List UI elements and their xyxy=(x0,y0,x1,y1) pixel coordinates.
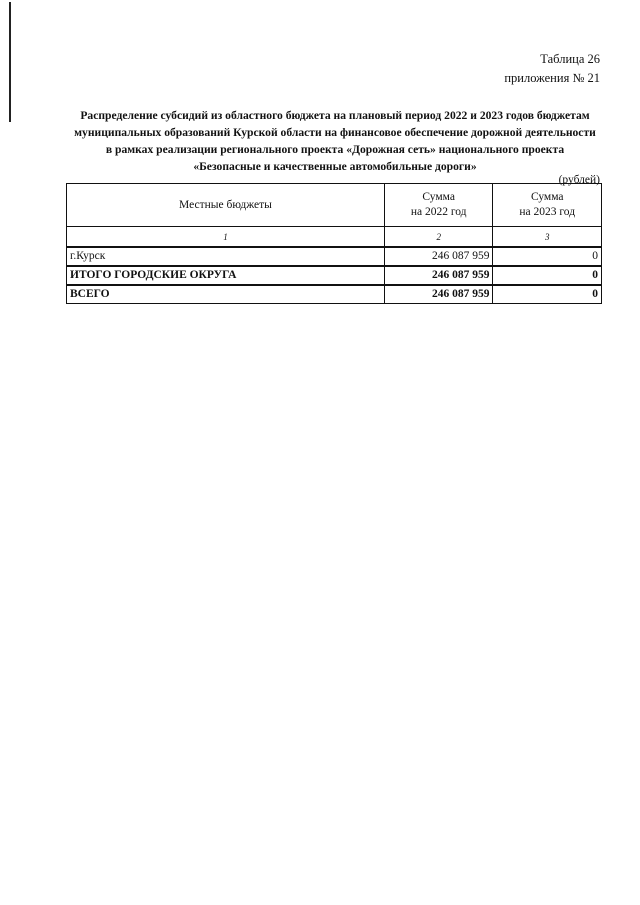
column-header-sum-2023 xyxy=(493,184,602,227)
column-number-3: 3 xyxy=(493,227,602,248)
column-header-sum-2022-bottom: на 2022 год xyxy=(410,206,467,218)
scan-margin-line xyxy=(9,2,11,122)
column-header-local-budgets: Местные бюджеты xyxy=(67,184,385,227)
row-sum-2022: 246 087 959 xyxy=(384,247,493,266)
unit-note: (рублей) xyxy=(558,174,600,186)
row-sum-2023: 0 xyxy=(493,247,602,266)
row-sum-2022: 246 087 959 xyxy=(384,285,493,304)
column-header-sum-2023-top: Сумма xyxy=(530,191,564,203)
appendix-number: приложения № 21 xyxy=(504,71,600,85)
row-sum-2023: 0 xyxy=(493,266,602,285)
document-title xyxy=(60,107,610,175)
column-number-1: 1 xyxy=(67,227,385,248)
row-sum-2022: 246 087 959 xyxy=(384,266,493,285)
title-line-4: «Безопасные и качественные автомобильные дороги» xyxy=(193,160,477,173)
column-number-row xyxy=(67,227,602,248)
subsidy-table xyxy=(66,183,602,304)
table-number: Таблица 26 xyxy=(540,52,600,66)
table-row-grand-total xyxy=(67,285,602,304)
column-header-sum-2022 xyxy=(384,184,493,227)
title-line-3: в рамках реализации регионального проекта «Дорожная сеть» национального проекта xyxy=(105,143,565,156)
row-name: ВСЕГО xyxy=(67,285,385,304)
title-line-2: муниципальных образований Курской области на финансовое обеспечение дорожной деятельности xyxy=(74,126,596,139)
column-number-2: 2 xyxy=(384,227,493,248)
column-header-sum-2023-bottom: на 2023 год xyxy=(519,206,576,218)
table-row-kursk xyxy=(67,247,602,266)
row-name: ИТОГО ГОРОДСКИЕ ОКРУГА xyxy=(67,266,385,285)
row-name: г.Курск xyxy=(67,247,385,266)
table-header-row xyxy=(67,184,602,227)
title-line-1: Распределение субсидий из областного бюджета на плановый период 2022 и 2023 годов бюджетам xyxy=(80,109,590,122)
table-reference-block xyxy=(504,50,600,88)
column-header-sum-2022-top: Сумма xyxy=(422,191,455,203)
row-sum-2023: 0 xyxy=(493,285,602,304)
table-row-city-districts-total xyxy=(67,266,602,285)
